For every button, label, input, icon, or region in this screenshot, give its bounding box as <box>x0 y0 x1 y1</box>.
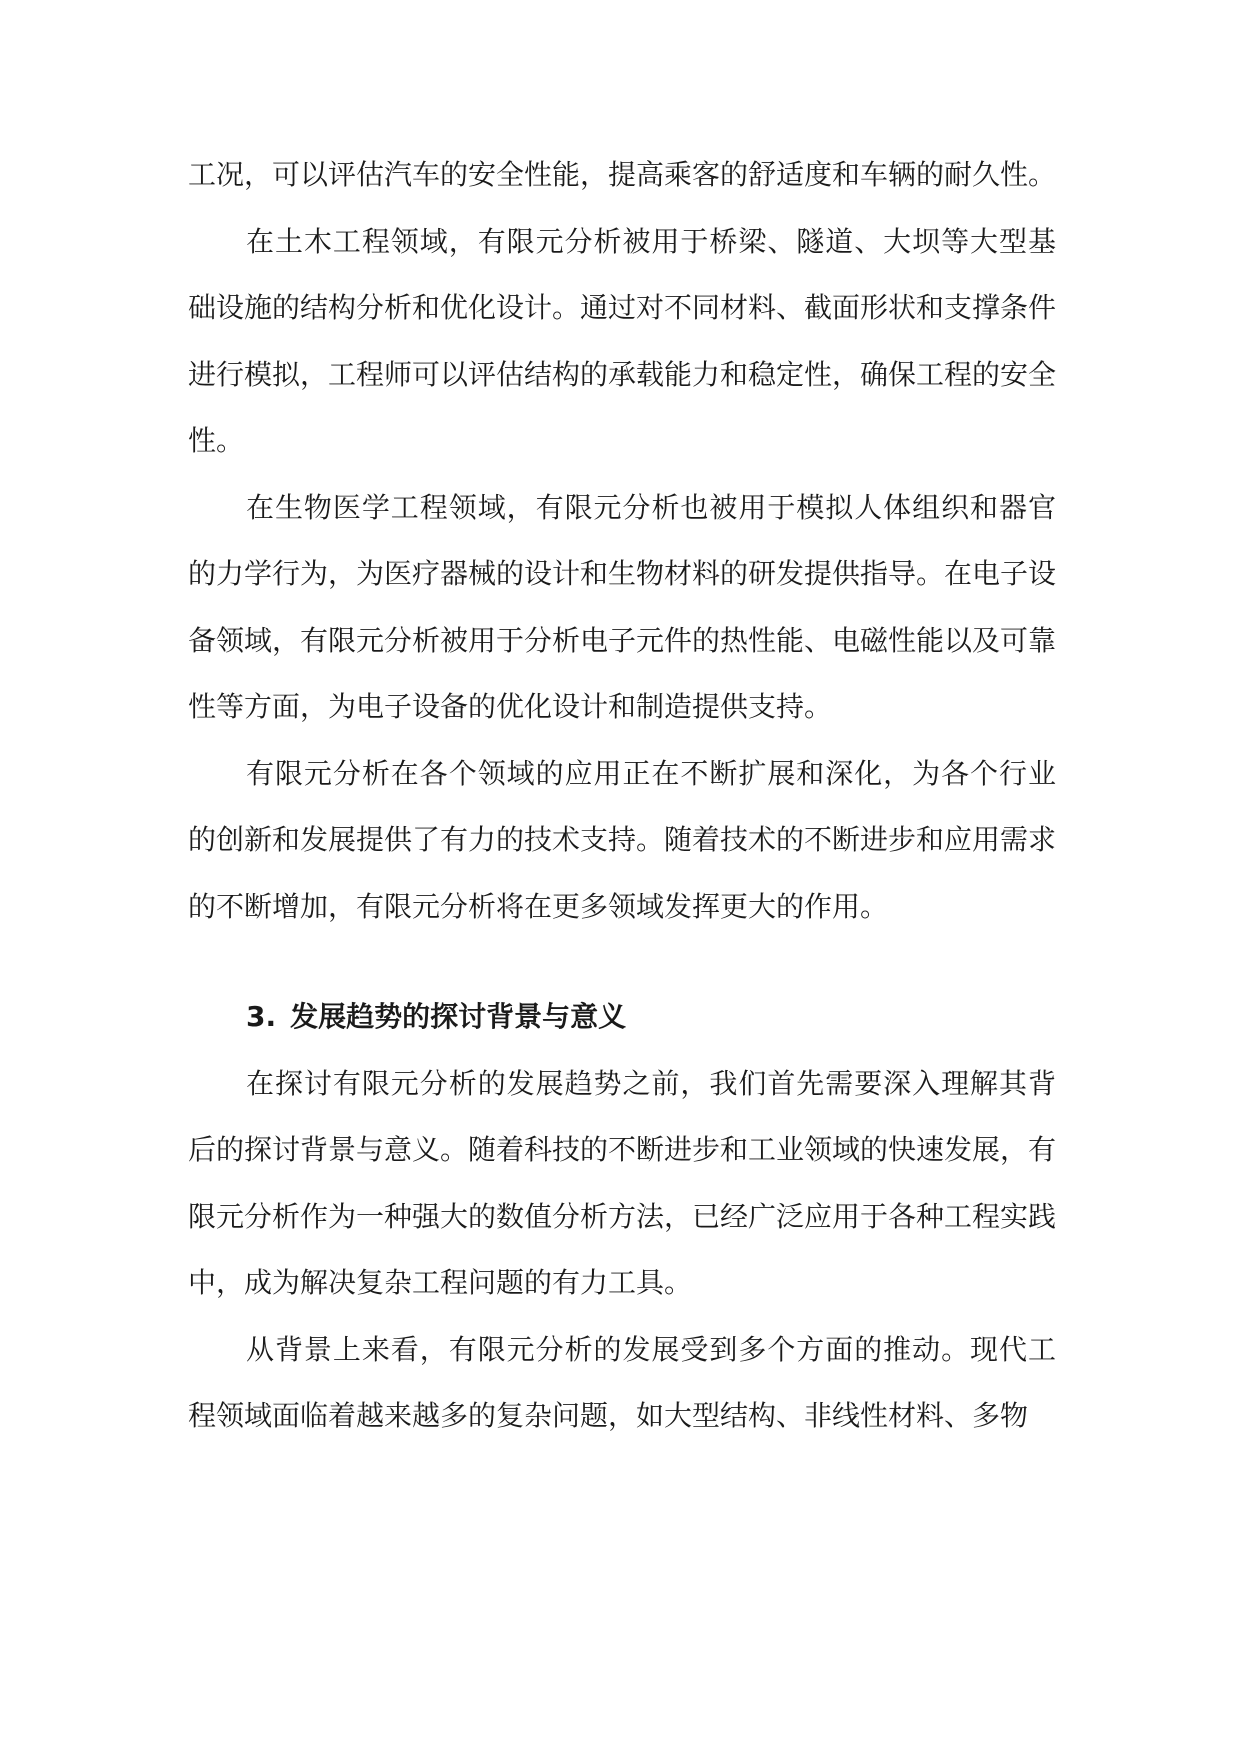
paragraph-civil-engineering: 在土木工程领域，有限元分析被用于桥梁、隧道、大坝等大型基础设施的结构分析和优化设计。通过对不同材料、截面形状和支撑条件进行模拟，工程师可以评估结构的承载能力和稳定性，确保工程的安全性。 <box>188 224 1057 457</box>
paragraph-biomedical-electronics: 在生物医学工程领域，有限元分析也被用于模拟人体组织和器官的力学行为，为医疗器械的设计和生物材料的研发提供指导。在电子设备领域，有限元分析被用于分析电子元件的热性能、电磁性能以及可靠性等方面，为电子设备的优化设计和制造提供支持。 <box>188 490 1057 723</box>
section-number: 3. <box>246 1000 277 1033</box>
paragraph-application-summary: 有限元分析在各个领域的应用正在不断扩展和深化，为各个行业的创新和发展提供了有力的技术支持。随着技术的不断进步和应用需求的不断增加，有限元分析将在更多领域发挥更大的作用。 <box>188 756 1057 923</box>
continued-paragraph: 工况，可以评估汽车的安全性能，提高乘客的舒适度和车辆的耐久性。 <box>188 158 1057 191</box>
paragraph-background-drivers: 从背景上来看，有限元分析的发展受到多个方面的推动。现代工程领域面临着越来越多的复杂问题，如大型结构、非线性材料、多物 <box>188 1332 1056 1432</box>
paragraph-background-meaning: 在探讨有限元分析的发展趋势之前，我们首先需要深入理解其背后的探讨背景与意义。随着科技的不断进步和工业领域的快速发展，有限元分析作为一种强大的数值分析方法，已经广泛应用于各种工程实践中，成为解决复杂工程问题的有力工具。 <box>188 1066 1057 1299</box>
section-title: 发展趋势的探讨背景与意义 <box>290 1000 627 1033</box>
document-body <box>188 142 1056 1450</box>
section-heading <box>188 984 1056 1051</box>
